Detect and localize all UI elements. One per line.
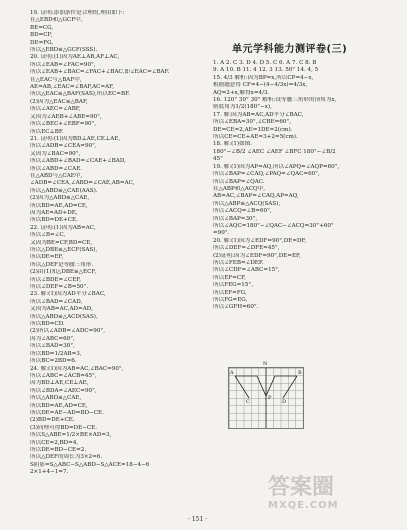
text-line: 所以△ABD≌△CAE, xyxy=(30,395,82,402)
text-line: 所以∠BEC+∠EBF=90°, xyxy=(30,121,97,128)
figure-label-p: P xyxy=(268,395,272,401)
text-line: 所以∠BDE=∠CEF, xyxy=(30,276,82,283)
text-line: 所以△ABD≌△CAE(AAS). xyxy=(30,187,98,194)
text-line: S阴影=S△ABC−S△ABD−S△ACE=18−4−6 xyxy=(30,461,150,468)
text-line: 所以BD=DE+CE. xyxy=(30,217,78,224)
text-line: 所以△DEF的周长为3×2=6. xyxy=(30,454,103,461)
text-line: 所以FEG=15°, xyxy=(213,282,254,289)
text-line: 所以EF=CF, xyxy=(213,274,246,281)
text-line: 所以∠DEF=∠B=50°. xyxy=(30,284,89,291)
text-line: 在△EBD和△GCF中, xyxy=(30,17,83,24)
text-line: 又因为BE=CF,BD=CE, xyxy=(30,239,93,246)
text-line: 所以∠CDF=∠ABC=15°, xyxy=(213,267,280,274)
text-line: 所以△DEF是等腰三角形. xyxy=(30,261,94,268)
text-line: (2)因为△ABD≌△CAE, xyxy=(30,195,90,202)
text-line: DE=CE=2,AE=1DE=2(cm). xyxy=(213,126,293,133)
text-line: 所以FG=EG, xyxy=(213,297,248,303)
text-line: 所以∠GFH=60°. xyxy=(213,304,259,311)
text-line: 所以∠ACQ=∠B=60°, xyxy=(213,208,272,215)
text-line: 2×1+4−1=7. xyxy=(30,469,69,476)
text-line: 所以EC⊥BF. xyxy=(30,128,64,135)
text-line: 所以CE=2,BD=4, xyxy=(30,439,79,446)
text-line: 在△ABD与△CAE中, xyxy=(30,172,83,179)
text-line: 在△EAC与△BAF中, xyxy=(30,76,82,83)
text-line: ∠ADB=∠CEA,∠ABD=∠CAE,AB=AC, xyxy=(30,180,135,187)
text-line: 因为BD⊥AE,CE⊥AE, xyxy=(30,380,89,387)
text-line: 所以∠ABD=∠CAE. xyxy=(30,165,83,172)
text-line: 所以∠BAD=30°, xyxy=(30,343,75,350)
text-line: 又因为∠AEB+∠ABE=90°, xyxy=(30,113,102,120)
figure-label-n: N xyxy=(263,361,268,367)
text-line: 所以BD=CD. xyxy=(30,321,65,328)
text-line: 所以∠ABD+∠BAD=∠CAE+∠BAD, xyxy=(30,158,126,165)
watermark-url: MXQE.COM xyxy=(268,500,339,511)
text-line: 所以△EBD≌△GCF(SSS). xyxy=(30,47,98,54)
text-line: 15. 4/3 解析:因为BP=x,所以CP=4−x, xyxy=(213,74,314,81)
text-line: 19. 证明:添加条件是合理的,理由如下: xyxy=(30,10,125,16)
text-line: 在△ABP和△ACQ中, xyxy=(213,185,265,192)
text-line: 所以∠BAP=30°, xyxy=(213,215,258,222)
text-line: 所以DE=AE−AD=BD−CE. xyxy=(30,409,104,416)
text-line: 21. 证明:(1)因为BD⊥AE,CE⊥AE, xyxy=(30,135,121,142)
text-line: 所以△EAC≌△BAF(SAS),所以EC=BF. xyxy=(30,91,130,98)
text-line: 16. 120° 30° 30° 解析:设等腰三角形的顶角为x, xyxy=(213,97,337,104)
text-line: 所以∠ABC=∠ACB=45°, xyxy=(30,372,97,379)
left-column xyxy=(30,10,200,477)
text-line: 所以∠BAP=∠CAQ,∠PAQ=∠QAC=60°, xyxy=(213,171,320,178)
text-line: 所以∠BAP=∠QAC. xyxy=(213,178,265,185)
text-line: 则底角为1/2(180°−x), xyxy=(213,104,272,111)
text-line: 所以DE=EF, xyxy=(30,254,64,261)
text-line: 20. 解:(1)因为∠EDF=90°,DE=DF, xyxy=(213,237,307,244)
page-title: 单元学科能力测评卷(三) xyxy=(232,44,348,55)
text-line: 18. 解:(1)如图. xyxy=(213,141,253,148)
text-line: 所以BD=AE,AD=CE, xyxy=(30,402,88,409)
text-line: 因为∠ABC=60°, xyxy=(30,335,75,342)
text-line: 又因为AB=AC,AD=AD, xyxy=(30,306,93,313)
text-line: 17. 解:因为AB=AC,AD平分∠BAC, xyxy=(213,111,304,118)
text-line: 180°−∠B/2 ∠AEC ∠AEF ∠BFC 180°−∠B/2 xyxy=(213,148,336,155)
text-line: AE=AB,∠EAC=∠BAF,AC=AF, xyxy=(30,84,114,91)
text-line: 45° xyxy=(213,156,223,163)
text-line: 又因为∠BAC=90°, xyxy=(30,150,81,157)
figure-label-d: D xyxy=(282,399,287,405)
text-line: (2)证明:因为∠EDF=90°,DE=EF, xyxy=(213,252,301,259)
text-line: 所以∠DEF=∠DFE=45°, xyxy=(213,245,280,252)
text-line: 所以∠EAB+∠BAC=∠FAC+∠BAC,即∠EAC=∠BAF. xyxy=(30,69,170,76)
text-line: 所以∠EBA=30°,∠CBE=60°, xyxy=(213,119,292,126)
right-column xyxy=(213,60,383,312)
text-line: (2)因为△EAC≌△BAF, xyxy=(30,98,88,105)
text-line: 所以S△ABE=1/2×BE×AD=3, xyxy=(30,432,112,439)
page-number: · 151 · xyxy=(188,516,208,523)
grid-figure xyxy=(228,361,304,429)
text-line: 所以EF=FG, xyxy=(213,289,247,296)
text-line: 9. A 10. B 11. 4 12. 3 13. 50° 14. 4, 5 xyxy=(213,67,319,74)
text-line: 所以∠AQC=180°−∠QAC−∠ACQ=30°+60° xyxy=(213,222,334,229)
text-line: 24. 解:(1)因为AB=AC,∠BAC=90°, xyxy=(30,365,124,372)
text-line: 20. 证明:(1)因为AE⊥AB,AF⊥AC, xyxy=(30,54,120,61)
text-line: (2)由(1)知△DBE≌△ECF, xyxy=(30,269,97,276)
text-line: 根据题意得 CF=4−(4−4/3x)=4/3x, xyxy=(213,82,308,89)
text-line: 22. 证明:(1)因为AB=AC, xyxy=(30,224,96,231)
text-line: 所以△ABD≌△ACD(SAS), xyxy=(30,313,98,320)
text-line: 23. 解:(1)因为AD平分∠BAC, xyxy=(30,291,106,298)
text-line: 所以DE=BD−CE=2. xyxy=(30,446,87,453)
text-line: BD=CF, xyxy=(30,32,53,39)
watermark-logo-text: 答案圈 xyxy=(268,475,335,500)
text-line: 所以∠FEB=∠DEF. xyxy=(213,259,264,266)
text-line: (2)BD=DE+CE. xyxy=(30,417,75,424)
text-line: (2)所以∠ADB=∠ADC=90°, xyxy=(30,328,105,335)
text-line: 所以∠ADB=∠CEA=90°, xyxy=(30,143,97,150)
text-line: 因为AE=AD+DE, xyxy=(30,209,78,216)
text-line: 所以BD=1/2AB=3, xyxy=(30,350,82,357)
text-line: 所以△DBE≌△ECF(SAS), xyxy=(30,247,98,253)
text-line: 所以∠BDA=∠AEC=90°, xyxy=(30,387,97,394)
text-line: (3)同理可得BD=DE−CE. xyxy=(30,424,97,431)
figure-drawing xyxy=(229,368,303,428)
text-line: 19. 解:(1)因为AP=AQ,所以∠APQ=∠AQP=60°, xyxy=(213,163,340,170)
text-line: DE=FG, xyxy=(30,39,54,46)
text-line: AQ=2+x,解得x=4/3. xyxy=(213,89,270,96)
text-line: 所以CE=CE+AE=3+2=5(cm). xyxy=(213,134,298,141)
text-line: 所以BD=AE,AD=CE, xyxy=(30,202,88,209)
text-line: AB=AC,∠BAP=∠CAQ,AP=AQ, xyxy=(213,193,299,200)
text-line: 所以△ABP≌△ACQ(SAS), xyxy=(213,200,281,207)
figure-label-b: B xyxy=(298,370,302,376)
figure-label-a: A xyxy=(230,370,234,376)
text-line: 所以∠EAB=∠FAC=90°, xyxy=(30,61,96,68)
text-line: 所以∠AEC=∠ABF, xyxy=(30,106,81,113)
text-line: 所以∠BAD=∠CAD, xyxy=(30,298,83,305)
figure-label-c: C xyxy=(246,399,250,405)
text-line: 1. A 2. C 3. D 4. D 5. C 6. A 7. C 8. B xyxy=(213,60,317,66)
text-line: 所以∠B=∠C, xyxy=(30,232,66,239)
text-line: 所以BC=2BD=6. xyxy=(30,358,77,365)
text-line: =90°. xyxy=(213,230,230,237)
text-line: BE=CG, xyxy=(30,24,54,31)
